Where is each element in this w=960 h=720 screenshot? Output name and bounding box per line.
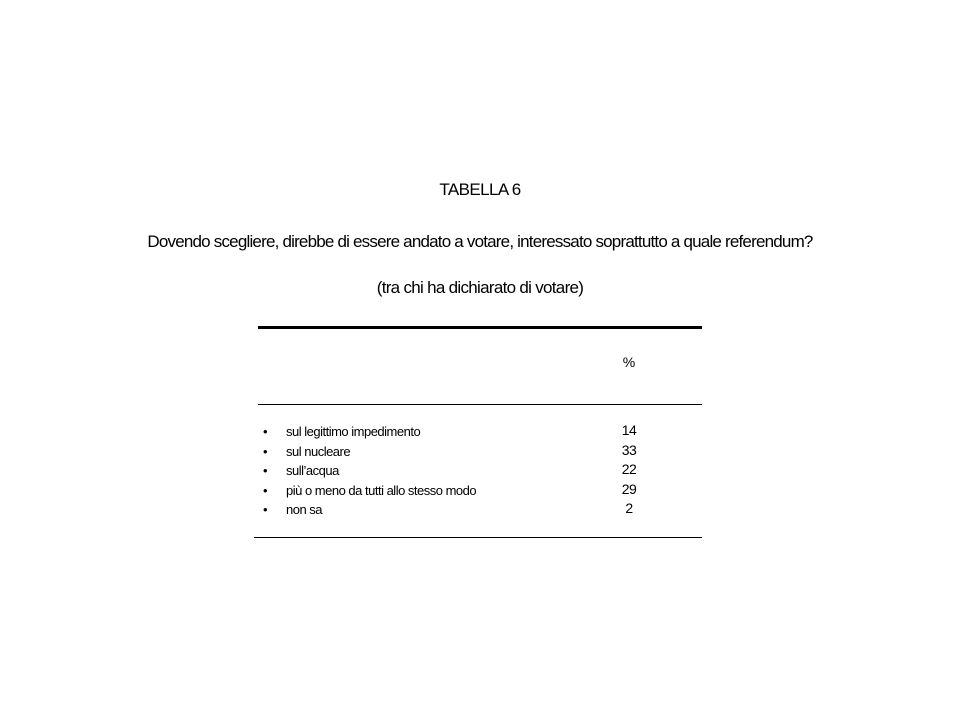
table-header-rule (258, 404, 702, 405)
results-list (258, 424, 702, 522)
row-label: sul nucleare (286, 443, 351, 459)
row-label: sul legittimo impedimento (286, 424, 421, 439)
bullet-icon: • (262, 424, 268, 439)
row-value: 2 (625, 500, 633, 516)
row-label: non sa (286, 502, 323, 517)
table-subtitle: (tra chi ha dichiarato di votare) (376, 278, 584, 297)
bullet-icon: • (262, 482, 268, 498)
bullet-icon: • (262, 502, 268, 517)
table-row (258, 502, 702, 522)
survey-question: Dovendo scegliere, direbbe di essere andato a votare, interessato soprattutto a quale referendum? (147, 232, 813, 251)
table-top-rule (258, 326, 702, 329)
row-value: 14 (621, 422, 637, 438)
table-bottom-rule (254, 537, 702, 538)
row-value: 22 (621, 461, 637, 477)
percent-column-header: % (622, 354, 636, 370)
row-value: 29 (621, 480, 637, 497)
bullet-icon: • (262, 463, 268, 478)
row-value: 33 (621, 441, 637, 458)
row-label: più o meno da tutti allo stesso modo (286, 482, 477, 498)
row-label: sull’acqua (286, 463, 339, 478)
bullet-icon: • (262, 443, 268, 459)
table-title: TABELLA 6 (439, 180, 521, 199)
